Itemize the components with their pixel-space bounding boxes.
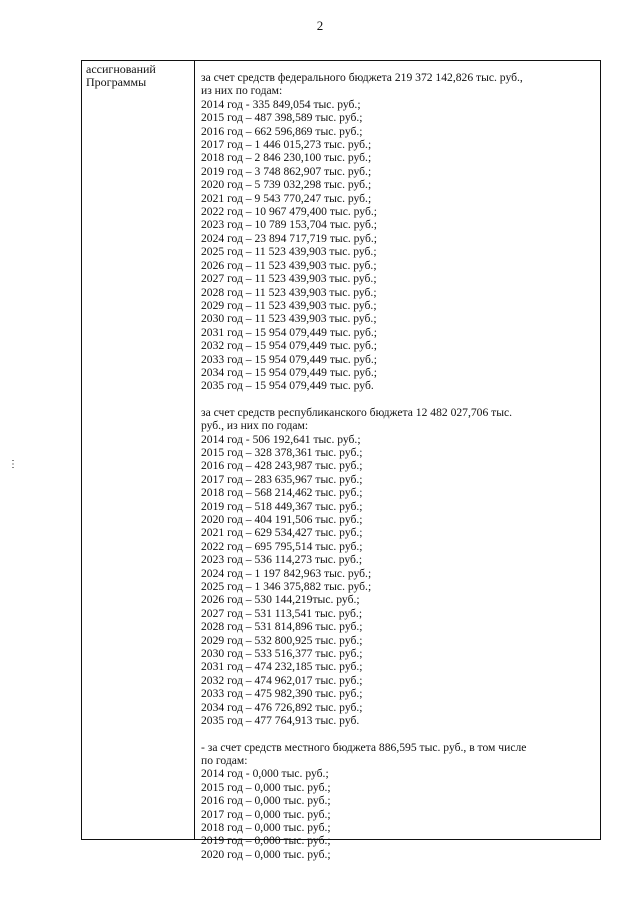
year-line: 2021 год – 629 534,427 тыс. руб.; — [201, 526, 363, 540]
year-line: 2016 год – 428 243,987 тыс. руб.; — [201, 459, 363, 473]
year-line: 2017 год – 1 446 015,273 тыс. руб.; — [201, 138, 372, 152]
year-line: 2019 год – 0,000 тыс. руб.; — [201, 834, 331, 848]
year-line: 2023 год – 536 114,273 тыс. руб.; — [201, 553, 363, 567]
year-line: 2019 год – 518 449,367 тыс. руб.; — [201, 499, 363, 513]
year-line: 2034 год – 15 954 079,449 тыс. руб.; — [201, 365, 377, 379]
year-line: 2017 год – 0,000 тыс. руб.; — [201, 807, 331, 821]
year-line: 2016 год – 662 596,869 тыс. руб.; — [201, 124, 363, 138]
year-line: 2024 год – 23 894 717,719 тыс. руб.; — [201, 231, 377, 245]
local-budget-lines — [201, 767, 594, 861]
local-budget-intro: - за счет средств местного бюджета 886,595 тыс. руб., в том числе по годам: — [201, 740, 527, 767]
year-line: 2015 год – 328 378,361 тыс. руб.; — [201, 445, 363, 459]
year-line: 2014 год - 506 192,641 тыс. руб.; — [201, 432, 361, 446]
local-budget-section — [201, 741, 594, 862]
year-line: 2031 год – 474 232,185 тыс. руб.; — [201, 660, 363, 674]
year-line: 2018 год – 568 214,462 тыс. руб.; — [201, 486, 363, 500]
year-line: 2025 год – 11 523 439,903 тыс. руб.; — [201, 245, 377, 259]
year-line: 2018 год – 2 846 230,100 тыс. руб.; — [201, 151, 372, 165]
year-line: 2031 год – 15 954 079,449 тыс. руб.; — [201, 325, 377, 339]
page-number: 2 — [316, 18, 324, 33]
year-line: 2015 год – 0,000 тыс. руб.; — [201, 780, 331, 794]
row-label: ассигнований Программы — [86, 62, 156, 89]
year-line: 2032 год – 15 954 079,449 тыс. руб.; — [201, 339, 377, 353]
year-line: 2029 год – 532 800,925 тыс. руб.; — [201, 633, 363, 647]
year-line: 2034 год – 476 726,892 тыс. руб.; — [201, 700, 363, 714]
year-line: 2027 год – 531 113,541 тыс. руб.; — [201, 606, 363, 620]
year-line: 2035 год – 15 954 079,449 тыс. руб. — [201, 379, 374, 393]
year-line: 2030 год – 533 516,377 тыс. руб.; — [201, 647, 363, 661]
year-line: 2019 год – 3 748 862,907 тыс. руб.; — [201, 164, 372, 178]
year-line: 2026 год – 11 523 439,903 тыс. руб.; — [201, 258, 377, 272]
year-line: 2014 год - 0,000 тыс. руб.; — [201, 767, 329, 781]
year-line: 2023 год – 10 789 153,704 тыс. руб.; — [201, 218, 377, 232]
year-line: 2020 год – 404 191,506 тыс. руб.; — [201, 513, 363, 526]
year-line: 2028 год – 11 523 439,903 тыс. руб.; — [201, 285, 377, 299]
year-line: 2026 год – 530 144,219тыс. руб.; — [201, 593, 360, 607]
year-line: 2021 год – 9 543 770,247 тыс. руб.; — [201, 191, 372, 205]
year-line: 2014 год - 335 849,054 тыс. руб.; — [201, 97, 361, 111]
label-column — [82, 61, 195, 839]
republican-budget-intro: за счет средств республиканского бюджета 12 482 027,706 тыс. руб., из них по годам: — [201, 405, 513, 433]
year-line: 2029 год – 11 523 439,903 тыс. руб.; — [201, 298, 377, 312]
year-line: 2027 год – 11 523 439,903 тыс. руб.; — [201, 272, 377, 286]
year-line: 2033 год – 475 982,390 тыс. руб.; — [201, 687, 363, 701]
year-line: 2020 год – 0,000 тыс. руб.; — [201, 847, 331, 861]
content-column — [195, 61, 600, 861]
year-line: 2035 год – 477 764,913 тыс. руб. — [201, 714, 360, 728]
year-line: 2025 год – 1 346 375,882 тыс. руб.; — [201, 580, 372, 594]
year-line: 2022 год – 695 795,514 тыс. руб.; — [201, 539, 363, 553]
year-line: 2033 год – 15 954 079,449 тыс. руб.; — [201, 352, 377, 366]
federal-budget-intro: за счет средств федерального бюджета 219 372 142,826 тыс. руб., из них по годам: — [201, 71, 523, 98]
year-line: 2017 год – 283 635,967 тыс. руб.; — [201, 472, 363, 486]
federal-budget-section — [201, 71, 594, 393]
year-line: 2024 год – 1 197 842,963 тыс. руб.; — [201, 566, 372, 580]
year-line: 2022 год – 10 967 479,400 тыс. руб.; — [201, 205, 377, 219]
year-line: 2030 год – 11 523 439,903 тыс. руб.; — [201, 312, 377, 326]
republican-budget-lines — [201, 433, 594, 728]
republican-budget-section — [201, 406, 594, 728]
margin-mark: ⋮ — [8, 459, 18, 470]
year-line: 2016 год – 0,000 тыс. руб.; — [201, 794, 331, 808]
year-line: 2028 год – 531 814,896 тыс. руб.; — [201, 620, 363, 634]
funding-table — [81, 60, 601, 861]
year-line: 2018 год – 0,000 тыс. руб.; — [201, 820, 331, 834]
year-line: 2020 год – 5 739 032,298 тыс. руб.; — [201, 178, 372, 192]
federal-budget-lines — [201, 98, 594, 393]
year-line: 2015 год – 487 398,589 тыс. руб.; — [201, 111, 363, 125]
year-line: 2032 год – 474 962,017 тыс. руб.; — [201, 673, 363, 687]
